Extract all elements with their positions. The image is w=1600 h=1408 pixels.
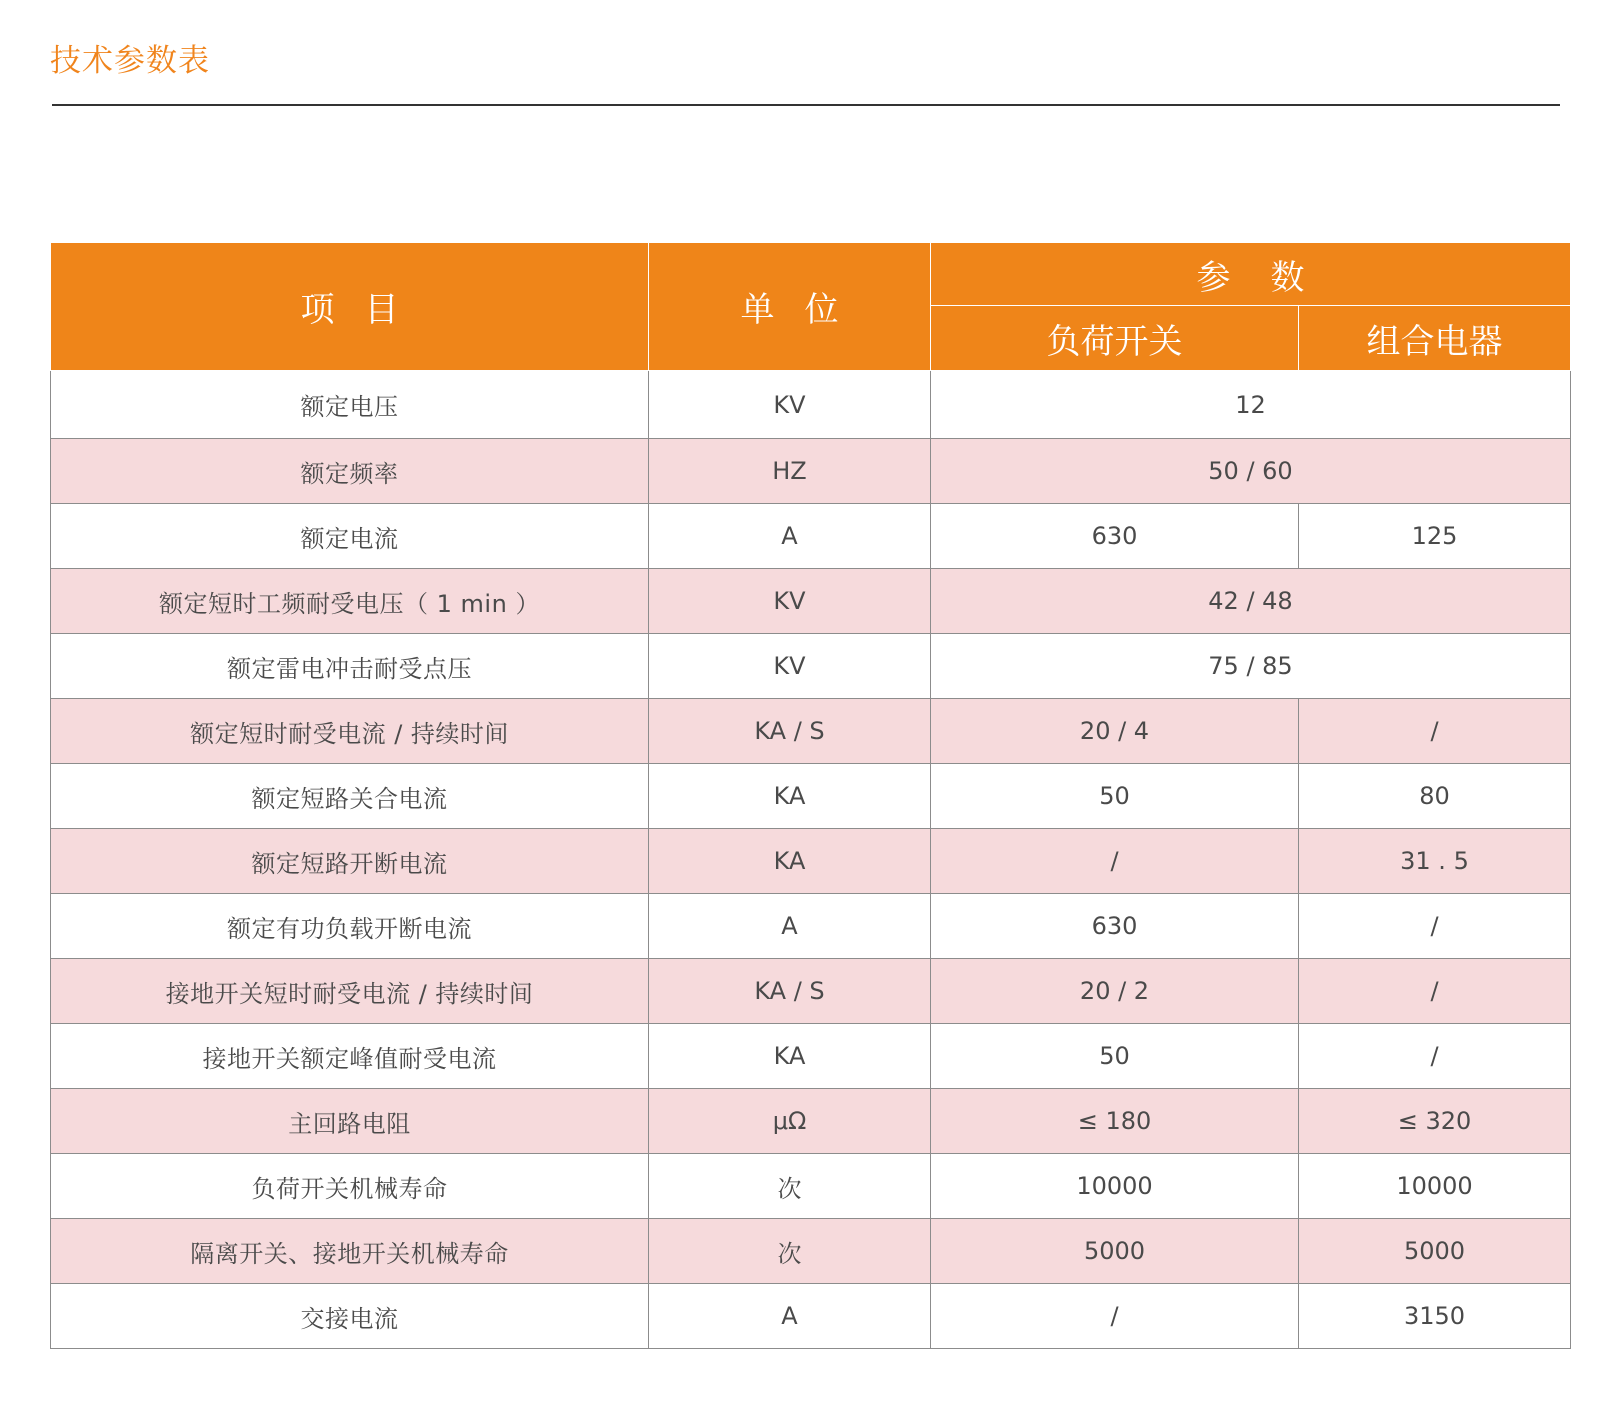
row-item: 额定电流	[51, 504, 649, 569]
title-divider	[52, 104, 1560, 106]
table-row	[51, 1089, 1571, 1154]
row-unit: KV	[649, 569, 931, 634]
table-row	[51, 894, 1571, 959]
row-item: 负荷开关机械寿命	[51, 1154, 649, 1219]
table-row	[51, 1284, 1571, 1349]
row-item: 接地开关短时耐受电流 / 持续时间	[51, 959, 649, 1024]
row-combo-value: /	[1299, 699, 1571, 764]
row-load-switch-value: 10000	[931, 1154, 1299, 1219]
table-row	[51, 371, 1571, 439]
table-row	[51, 764, 1571, 829]
row-unit: KV	[649, 634, 931, 699]
row-unit: KV	[649, 371, 931, 439]
table-row	[51, 634, 1571, 699]
row-unit: HZ	[649, 439, 931, 504]
row-unit: A	[649, 894, 931, 959]
spec-table	[50, 242, 1571, 1349]
row-unit: KA / S	[649, 959, 931, 1024]
row-load-switch-value: 630	[931, 894, 1299, 959]
table-row	[51, 569, 1571, 634]
table-row	[51, 1154, 1571, 1219]
table-row	[51, 699, 1571, 764]
row-unit: KA	[649, 1024, 931, 1089]
row-combo-value: ≤ 320	[1299, 1089, 1571, 1154]
row-unit: 次	[649, 1154, 931, 1219]
page-title: 技术参数表	[50, 43, 210, 79]
row-item: 额定短路开断电流	[51, 829, 649, 894]
row-combo-value: /	[1299, 1024, 1571, 1089]
row-load-switch-value: /	[931, 829, 1299, 894]
row-combo-value: 31 . 5	[1299, 829, 1571, 894]
row-unit: KA	[649, 764, 931, 829]
spec-table-body	[51, 371, 1571, 1349]
table-row	[51, 959, 1571, 1024]
row-combo-value: 5000	[1299, 1219, 1571, 1284]
header-combo: 组合电器	[1299, 306, 1571, 371]
row-unit: 次	[649, 1219, 931, 1284]
row-load-switch-value: 20 / 4	[931, 699, 1299, 764]
row-item: 额定有功负载开断电流	[51, 894, 649, 959]
row-item: 额定雷电冲击耐受点压	[51, 634, 649, 699]
row-combo-value: /	[1299, 959, 1571, 1024]
row-combo-value: 3150	[1299, 1284, 1571, 1349]
row-unit: μΩ	[649, 1089, 931, 1154]
row-param-value: 42 / 48	[931, 569, 1571, 634]
row-load-switch-value: 50	[931, 1024, 1299, 1089]
row-item: 额定电压	[51, 371, 649, 439]
table-row	[51, 504, 1571, 569]
header-unit: 单位	[649, 243, 931, 371]
row-load-switch-value: 5000	[931, 1219, 1299, 1284]
row-load-switch-value: 630	[931, 504, 1299, 569]
row-item: 额定短时工频耐受电压（ 1 min ）	[51, 569, 649, 634]
row-param-value: 50 / 60	[931, 439, 1571, 504]
row-combo-value: 80	[1299, 764, 1571, 829]
table-row	[51, 829, 1571, 894]
row-unit: A	[649, 1284, 931, 1349]
row-item: 主回路电阻	[51, 1089, 649, 1154]
row-item: 额定短时耐受电流 / 持续时间	[51, 699, 649, 764]
row-item: 接地开关额定峰值耐受电流	[51, 1024, 649, 1089]
row-item: 交接电流	[51, 1284, 649, 1349]
row-load-switch-value: ≤ 180	[931, 1089, 1299, 1154]
row-load-switch-value: /	[931, 1284, 1299, 1349]
row-load-switch-value: 50	[931, 764, 1299, 829]
table-row	[51, 1219, 1571, 1284]
header-params: 参数	[931, 243, 1571, 306]
row-item: 隔离开关、接地开关机械寿命	[51, 1219, 649, 1284]
row-load-switch-value: 20 / 2	[931, 959, 1299, 1024]
header-item: 项目	[51, 243, 649, 371]
row-unit: KA	[649, 829, 931, 894]
table-row	[51, 439, 1571, 504]
row-combo-value: 10000	[1299, 1154, 1571, 1219]
row-unit: KA / S	[649, 699, 931, 764]
row-item: 额定短路关合电流	[51, 764, 649, 829]
row-param-value: 75 / 85	[931, 634, 1571, 699]
row-unit: A	[649, 504, 931, 569]
table-row	[51, 1024, 1571, 1089]
row-combo-value: /	[1299, 894, 1571, 959]
row-param-value: 12	[931, 371, 1571, 439]
row-item: 额定频率	[51, 439, 649, 504]
row-combo-value: 125	[1299, 504, 1571, 569]
header-load-switch: 负荷开关	[931, 306, 1299, 371]
